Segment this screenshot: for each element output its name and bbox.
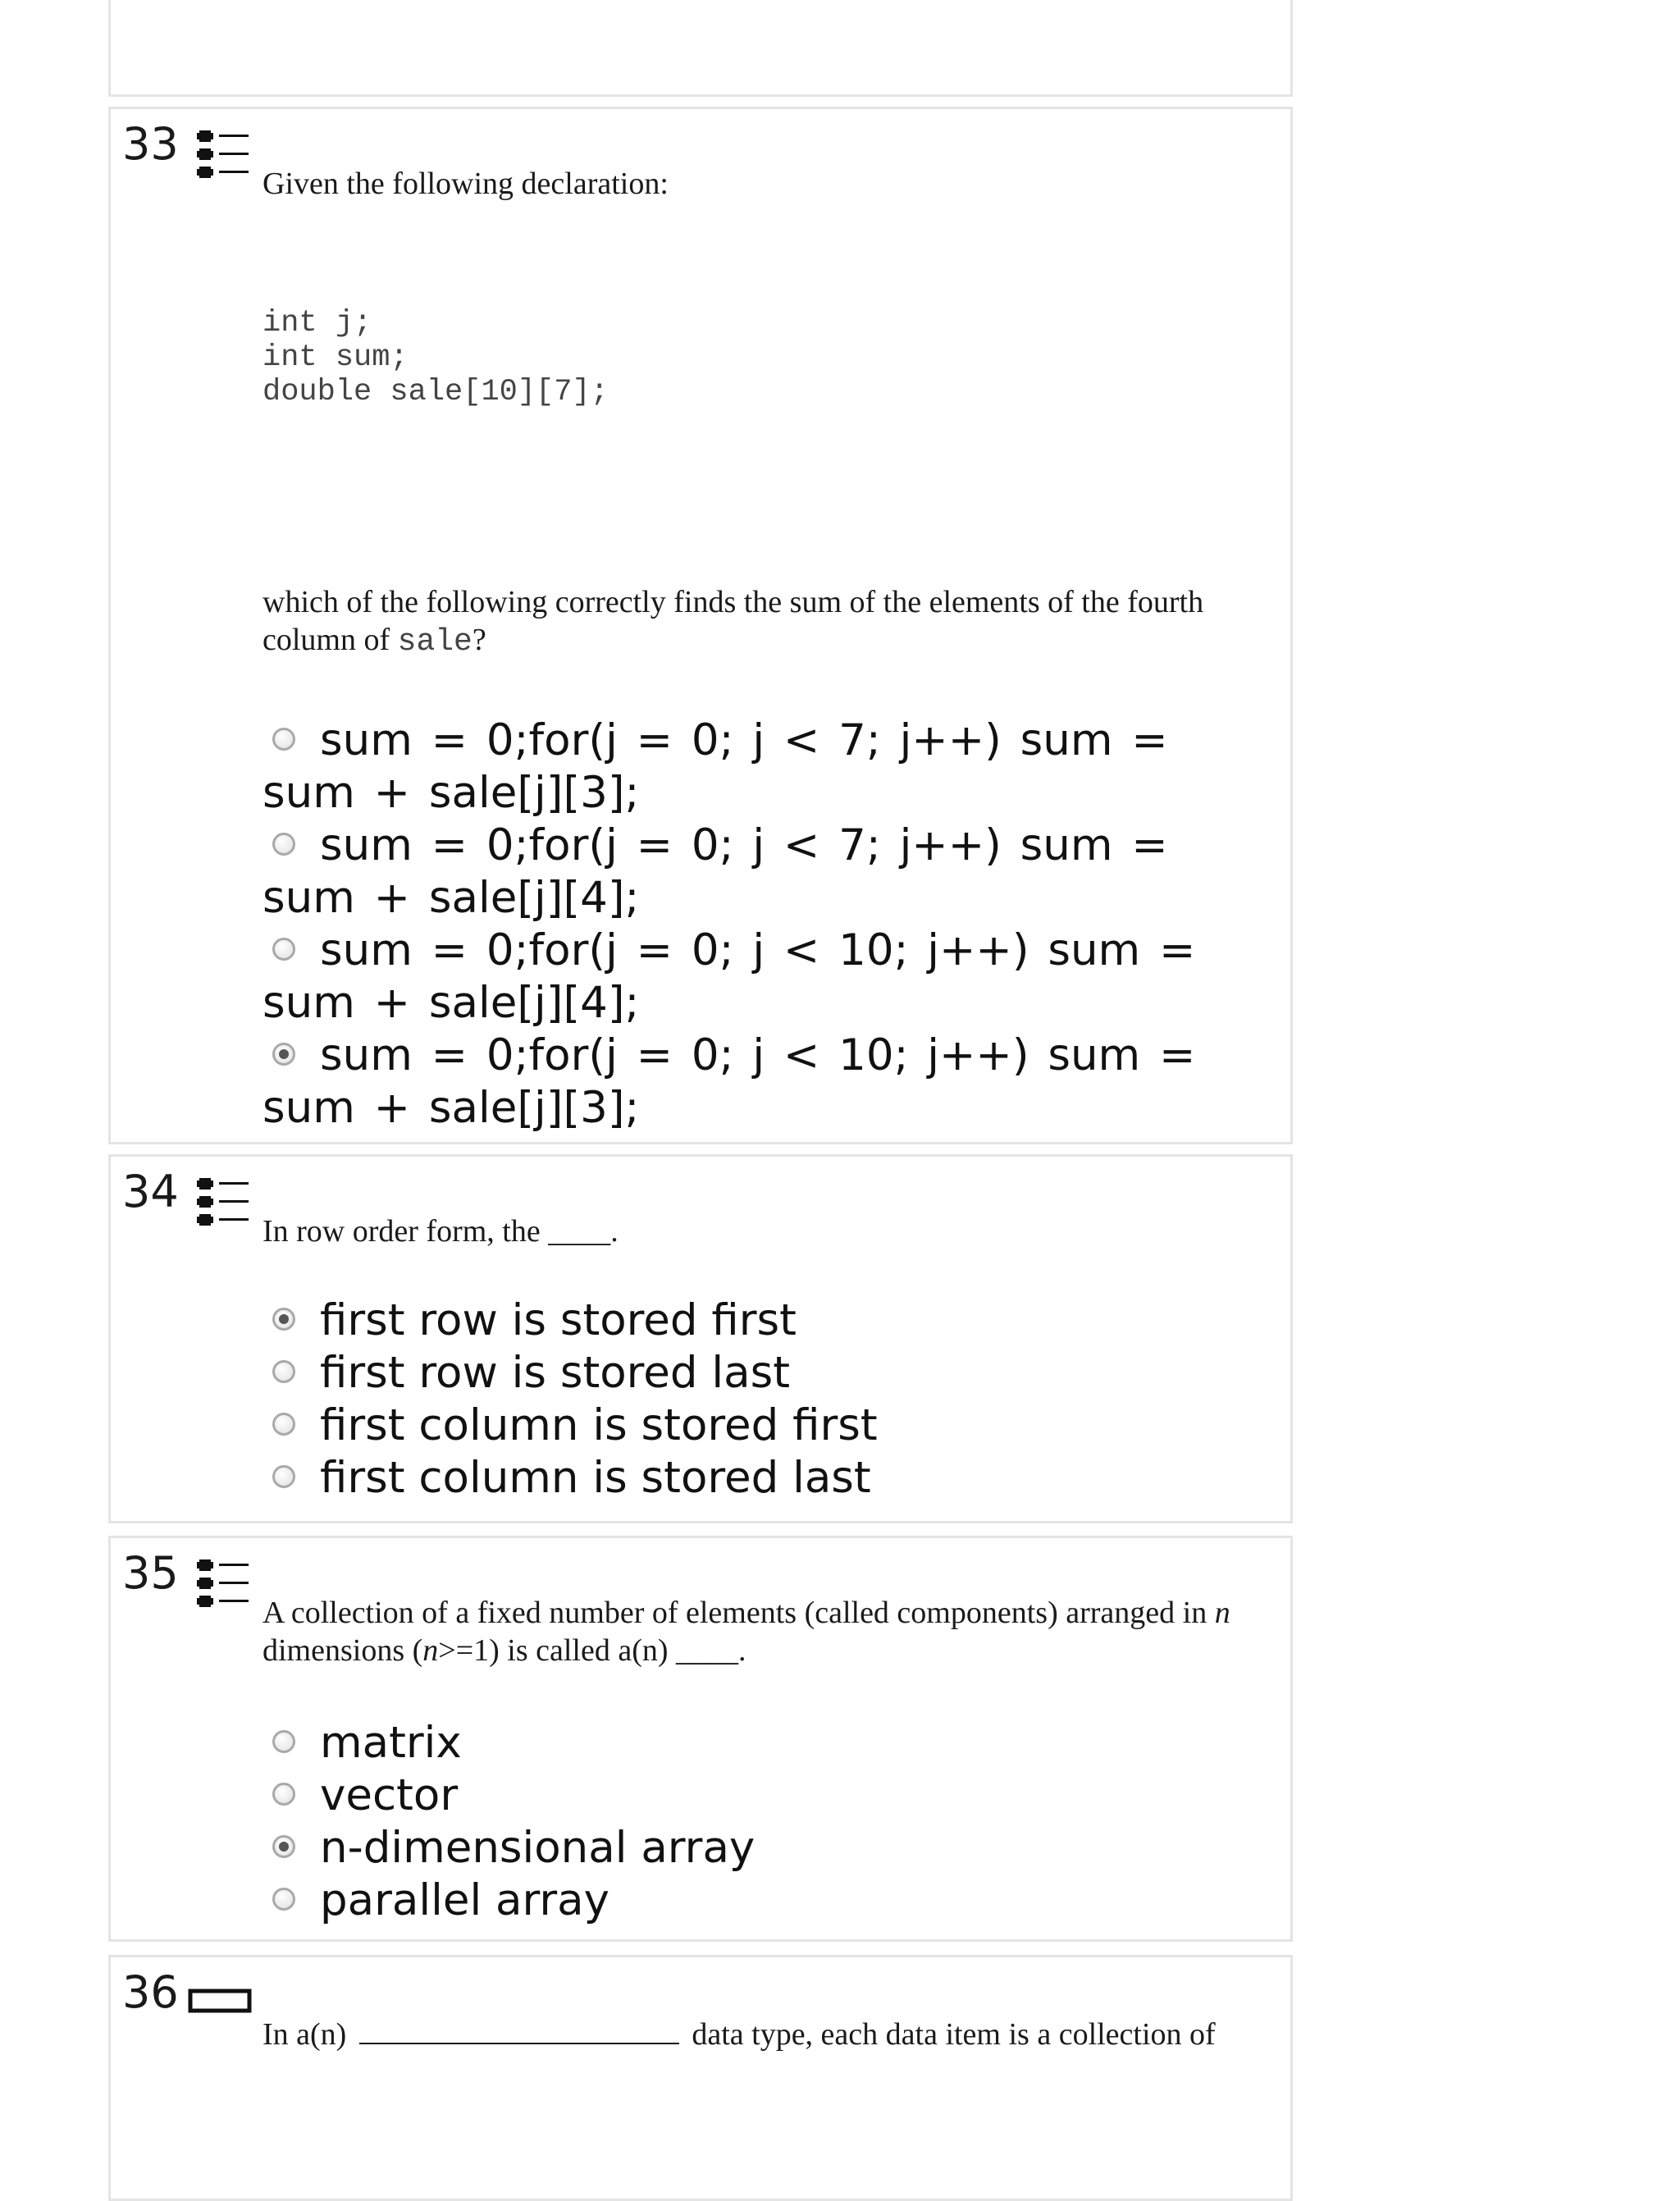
radio-button[interactable]: [272, 1783, 295, 1806]
radio-button[interactable]: [272, 1465, 295, 1488]
answer-option[interactable]: [262, 1295, 1271, 1347]
question-prompt: Given the following declaration:: [262, 167, 669, 201]
option-label: n-dimensional array: [320, 1823, 756, 1873]
question-text-line2: column of: [262, 623, 398, 657]
previous-question-card: [108, 0, 1293, 97]
option-label: parallel array: [320, 1875, 609, 1925]
answer-option[interactable]: [262, 1822, 1271, 1875]
question-text-end: ?: [472, 623, 486, 657]
option-label: sum = 0;for(j = 0; j < 10; j++) sum = sum + sale[j][4];: [262, 925, 1196, 1028]
multiple-choice-icon: [193, 1175, 250, 1232]
answer-option[interactable]: [262, 1769, 1271, 1822]
option-label: sum = 0;for(j = 0; j < 7; j++) sum = sum + sale[j][3];: [262, 715, 1168, 818]
option-label: first column is stored last: [320, 1453, 871, 1503]
answer-option[interactable]: [262, 1030, 1271, 1135]
radio-button[interactable]: [272, 1888, 295, 1911]
radio-button-selected[interactable]: [272, 1835, 295, 1858]
option-label: sum = 0;for(j = 0; j < 7; j++) sum = sum + sale[j][4];: [262, 820, 1168, 923]
radio-button[interactable]: [272, 728, 295, 751]
question-card-35: [108, 1536, 1293, 1942]
radio-button[interactable]: [272, 938, 295, 961]
option-label: first column is stored first: [320, 1400, 878, 1450]
answer-option[interactable]: [262, 1717, 1271, 1769]
answer-options: [262, 715, 1271, 1135]
inline-code-sale: sale: [397, 624, 472, 660]
answer-option[interactable]: [262, 820, 1271, 925]
radio-button[interactable]: [272, 833, 295, 856]
radio-button-selected[interactable]: [272, 1043, 295, 1066]
question-prompt: In row order form, the ____.: [262, 1214, 619, 1249]
code-declaration: int j; int sum; double sale[10][7];: [262, 306, 609, 409]
multiple-choice-icon: [193, 127, 250, 185]
prompt-line2-end: >=1) is called a(n) ____.: [438, 1633, 746, 1668]
prompt-variable: n: [422, 1633, 439, 1668]
answer-option[interactable]: [262, 925, 1271, 1030]
question-prompt: [262, 2013, 1216, 2053]
option-label: vector: [320, 1770, 459, 1820]
prompt-line1: A collection of a fixed number of elements (called components) arranged in: [262, 1596, 1215, 1630]
answer-option[interactable]: [262, 1875, 1271, 1927]
option-label: sum = 0;for(j = 0; j < 10; j++) sum = sum + sale[j][3];: [262, 1030, 1196, 1133]
answer-options: [262, 1717, 1271, 1927]
question-number: 33: [122, 118, 179, 170]
answer-option[interactable]: [262, 1452, 1271, 1505]
multiple-choice-icon: [193, 1556, 250, 1614]
question-card-33: [108, 107, 1293, 1144]
answer-blank[interactable]: [359, 2013, 679, 2044]
question-number: 34: [122, 1166, 179, 1217]
option-label: matrix: [320, 1718, 462, 1768]
question-card-34: [108, 1154, 1293, 1523]
option-label: first row is stored last: [320, 1348, 790, 1398]
prompt-line2: dimensions (: [262, 1633, 423, 1668]
question-text: [262, 583, 1203, 661]
prompt-post: data type, each data item is a collection of: [692, 2017, 1216, 2052]
radio-button-selected[interactable]: [272, 1308, 295, 1331]
question-number: 36: [122, 1966, 179, 2018]
question-prompt: [262, 1594, 1230, 1669]
radio-button[interactable]: [272, 1413, 295, 1436]
question-number: 35: [122, 1547, 179, 1599]
prompt-pre: In a(n): [262, 2017, 347, 2052]
answer-option[interactable]: [262, 1400, 1271, 1452]
answer-options: [262, 1295, 1271, 1505]
fill-in-blank-icon: [188, 1989, 252, 2013]
radio-button[interactable]: [272, 1360, 295, 1383]
answer-option[interactable]: [262, 715, 1271, 820]
question-card-36: [108, 1955, 1293, 2201]
radio-button[interactable]: [272, 1730, 295, 1753]
question-text-line1: which of the following correctly finds the sum of the elements of the fourth: [262, 585, 1204, 619]
answer-option[interactable]: [262, 1347, 1271, 1400]
option-label: first row is stored first: [320, 1295, 797, 1345]
prompt-variable: n: [1214, 1596, 1230, 1630]
